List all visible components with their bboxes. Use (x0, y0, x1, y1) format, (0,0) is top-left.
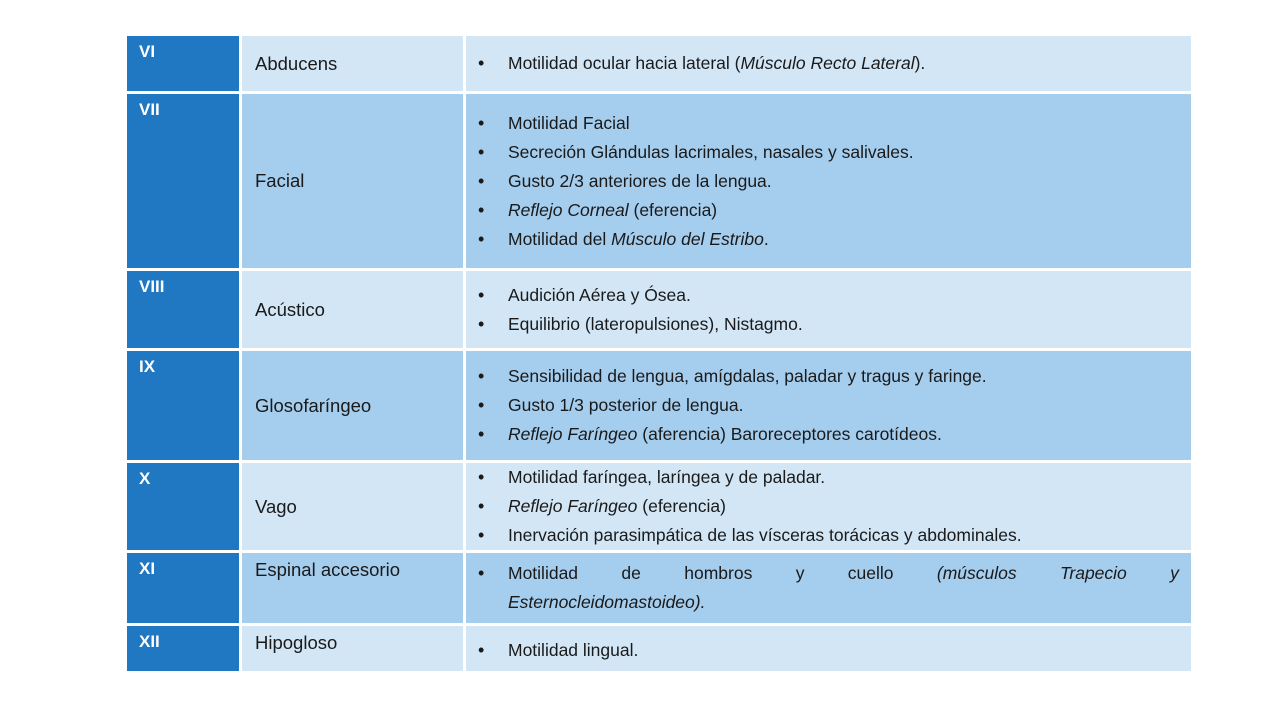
nerve-name: Glosofaríngeo (242, 351, 466, 463)
function-list (476, 463, 1179, 550)
nerve-number: IX (127, 351, 242, 463)
list-item: • Reflejo Faríngeo (eferencia) (476, 492, 1179, 521)
list-item: • Motilidad ocular hacia lateral (Músculo Recto Lateral). (476, 49, 1179, 78)
nerve-functions (466, 351, 1191, 463)
list-item: • Motilidad Facial (476, 109, 1179, 138)
cranial-nerves-table (127, 36, 1191, 674)
function-list (476, 559, 1179, 617)
nerve-name: Espinal accesorio (242, 553, 466, 626)
nerve-name: Hipogloso (242, 626, 466, 674)
table-row (127, 271, 1191, 351)
list-item: • Reflejo Corneal (eferencia) (476, 196, 1179, 225)
nerve-number: VIII (127, 271, 242, 351)
function-list (476, 281, 1179, 339)
table-row (127, 351, 1191, 463)
function-list (476, 109, 1179, 254)
list-item: • Sensibilidad de lengua, amígdalas, paladar y tragus y faringe. (476, 362, 1179, 391)
nerve-functions (466, 94, 1191, 271)
nerve-number: VI (127, 36, 242, 94)
nerve-functions (466, 463, 1191, 553)
list-item: • Motilidad faríngea, laríngea y de paladar. (476, 463, 1179, 492)
nerve-number: VII (127, 94, 242, 271)
list-item: • Motilidad del Músculo del Estribo. (476, 225, 1179, 254)
nerve-number: XI (127, 553, 242, 626)
list-item: • Inervación parasimpática de las vísceras torácicas y abdominales. (476, 521, 1179, 550)
nerve-number: XII (127, 626, 242, 674)
list-item: • Motilidad lingual. (476, 636, 1179, 665)
table-row (127, 463, 1191, 553)
nerve-name: Abducens (242, 36, 466, 94)
table-row (127, 94, 1191, 271)
list-item: • Equilibrio (lateropulsiones), Nistagmo. (476, 310, 1179, 339)
table-row (127, 626, 1191, 674)
nerve-functions (466, 271, 1191, 351)
table-row (127, 36, 1191, 94)
nerve-name: Vago (242, 463, 466, 553)
table-row (127, 553, 1191, 626)
nerve-functions (466, 626, 1191, 674)
nerve-name: Facial (242, 94, 466, 271)
list-item: • Gusto 2/3 anteriores de la lengua. (476, 167, 1179, 196)
function-list (476, 362, 1179, 449)
nerve-name: Acústico (242, 271, 466, 351)
list-item: • Reflejo Faríngeo (aferencia) Baroreceptores carotídeos. (476, 420, 1179, 449)
list-item: • Motilidad de hombros y cuello (músculos Trapecio y Esternocleidomastoideo). (476, 559, 1179, 617)
nerve-number: X (127, 463, 242, 553)
list-item: • Gusto 1/3 posterior de lengua. (476, 391, 1179, 420)
nerve-functions (466, 553, 1191, 626)
nerve-functions (466, 36, 1191, 94)
list-item: • Secreción Glándulas lacrimales, nasales y salivales. (476, 138, 1179, 167)
function-list (476, 636, 1179, 665)
justified-line: • Motilidad de hombros y cuello (músculos Trapecio y (508, 563, 1179, 583)
function-list (476, 49, 1179, 78)
list-item: • Audición Aérea y Ósea. (476, 281, 1179, 310)
